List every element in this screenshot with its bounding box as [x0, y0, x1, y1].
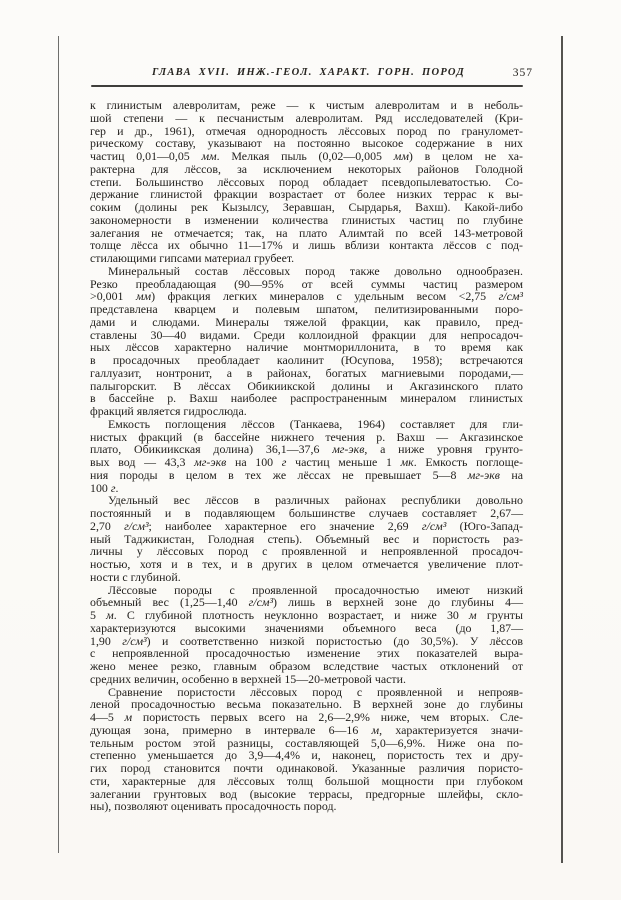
running-head	[90, 67, 533, 81]
text-line: галлуазит, нонтронит, а в районах, богатых магниевыми породами,—	[90, 365, 523, 380]
text-line: фракций является гидрослюда.	[90, 404, 247, 418]
unit-italic: м	[469, 608, 477, 622]
unit-italic: мм	[135, 289, 152, 304]
text-line: в бассейне р. Вахш наиболее распространенным минералом глинистых	[90, 391, 523, 406]
text-line: личны у лёссовых пород с проявленной и непроявленной просадоч-	[90, 544, 523, 559]
unit-italic: мк	[400, 455, 414, 469]
text-line: стилающими гипсами материал грубеет.	[90, 251, 295, 265]
unit-italic: г/см³	[421, 518, 447, 533]
unit-italic: мм	[393, 149, 409, 163]
text-line: в просадочных преобладает каолинит (Юсупова, 1958); встречаются	[90, 353, 523, 367]
unit-italic: мг-экв	[467, 467, 500, 482]
text-line: толще лёсса их обычно 11—17% и лишь вблизи контакта лёссов с под-	[90, 238, 523, 253]
text-line: рактерна для лёссов, за исключением некоторых районов Голодной	[90, 161, 523, 176]
text-line: 100 г.	[90, 480, 119, 495]
text-line: залегании грунтовых вод (высокие террасы, предгорные шлейфы, скло-	[90, 786, 523, 801]
paragraph	[90, 418, 523, 495]
unit-italic: г/см³	[124, 518, 149, 533]
text-line: 5 м. С глубиной плотность неуклонно возрастает, и ниже 30 м грунты	[90, 608, 523, 622]
unit-italic: г/см³	[122, 633, 147, 648]
text-line: шой степени — к песчанистым алевролитам. Ряд исследователей (Кри-	[90, 110, 523, 125]
text-line: к глинистым алевролитам, реже — к чистым алевролитам и в неболь-	[90, 98, 523, 112]
text-line: 1,90 г/см³) и соответственно низкой пористостью (до 30,5%). У лёссов	[90, 633, 523, 648]
text-line: Минеральный состав лёссовых пород также довольно однообразен.	[108, 263, 523, 278]
unit-italic: мг-экв	[332, 442, 365, 457]
unit-italic: г/см³	[498, 289, 523, 304]
paragraph	[90, 494, 523, 583]
text-line: Емкость поглощения лёссов (Танкаева, 1964) составляет для гли-	[108, 416, 523, 431]
text-line: Лёссовые породы с проявленной просадочностью имеют низкий	[108, 582, 523, 597]
body-text	[90, 99, 523, 813]
left-page-edge-line	[58, 36, 59, 853]
text-line: ставлены 30—40 видами. Среди коллоидной фракции для непросадоч-	[90, 327, 523, 342]
paragraph	[90, 584, 523, 686]
text-line: сти, характерные для лёссовых толщ большой мощности при глубоком	[90, 773, 523, 788]
text-line: леной просадочностью весьма показательно. В верхней зоне до глубины	[90, 697, 523, 712]
paragraph	[90, 99, 523, 265]
text-line: держание глинистой фракции возрастает от более низких террас к вы-	[90, 187, 523, 202]
page-number: 357	[512, 67, 533, 79]
unit-italic: м	[371, 722, 380, 737]
unit-italic: мг-экв	[194, 455, 227, 469]
text-line: Удельный вес лёссов в различных районах республики довольно	[108, 493, 523, 508]
right-page-edge-line	[561, 36, 563, 863]
text-line: Сравнение пористости лёссовых пород с проявленной и непрояв-	[108, 684, 523, 699]
text-line: представлена кварцем и полевым шпатом, пелитизированными поро-	[90, 302, 523, 316]
unit-italic: г	[281, 455, 287, 469]
text-line: объемный вес (1,25—1,40 г/см³) лишь в верхней зоне до глубины 4—	[90, 595, 523, 610]
text-line: ностью, хотя и в тех, и в других в целом отмечается увеличение плот-	[90, 557, 523, 571]
text-line: палыгорскит. В лёссах Обикиикской долины и Акгазинского плато	[90, 378, 523, 393]
text-line: степенно уменьшается до 3,9—4,4% и, наконец, пористость тех и дру-	[90, 748, 523, 763]
text-line: ния породы в целом в тех же лёссах не превышает 5—8 мг-экв на	[90, 467, 523, 482]
text-line: гер и др., 1961), отмечая однородность лёссовых пород по грануломет-	[90, 123, 523, 138]
text-line: частиц 0,01—0,05 мм. Мелкая пыль (0,02—0,005 мм) в целом не ха-	[90, 149, 523, 163]
paragraph	[90, 265, 523, 418]
unit-italic: м	[124, 710, 133, 724]
text-line: жено менее резко, главным образом вследствие частых отклонений от	[90, 659, 523, 673]
text-line: характеризуются высокими значениями объемного веса (до 1,87—	[90, 620, 523, 635]
text-line: залегания не отмечается; так, на плато Алимтай по всей 143-метровой	[90, 225, 523, 240]
text-line: средних величин, особенно в верхней 15—20-метровой части.	[90, 671, 406, 686]
text-line: рическому составу, указывают на постоянно высокое содержание в них	[90, 136, 523, 151]
text-line: закономерности в изменении количества глинистых частиц по глубине	[90, 212, 523, 227]
unit-italic: м	[106, 608, 114, 622]
text-line: >0,001 мм) фракция легких минералов с удельным весом <2,75 г/см³	[90, 289, 523, 304]
text-line: нистых фракций (в бассейне нижнего течения р. Вахш — Акгазинское	[90, 429, 523, 444]
text-line: дами и слюдами. Минералы тяжелой фракции, как правило, пред-	[90, 314, 523, 329]
text-line: постоянный и в подавляющем большинстве случаев составляет 2,67—	[90, 506, 523, 520]
text-line: гих пород становится почти одинаковой. Указанные различия пористо-	[90, 761, 523, 775]
unit-italic: мм	[201, 149, 217, 163]
text-line: соким (долины рек Кызылсу, Зеравшан, Сырдарья, Вахш). Какой-либо	[90, 200, 523, 214]
unit-italic: г/см³	[248, 595, 274, 610]
header-rule	[91, 85, 523, 87]
text-line: Резко преобладающая (90—95% от всей суммы частиц размером	[90, 276, 523, 291]
text-line: с непроявленной просадочностью изменение этих показателей выра-	[90, 646, 523, 661]
unit-italic: г	[110, 480, 116, 495]
text-line: степи. Большинство лёссовых пород обладает псевдопылеватостью. Со-	[90, 174, 523, 189]
text-line: плато, Обикиикская долина) 36,1—37,6 мг-экв, а ниже уровня грунто-	[90, 442, 523, 457]
text-line: 4—5 м пористость первых всего на 2,6—2,9% ниже, чем вторых. Сле-	[90, 710, 523, 724]
text-line: ный Таджикистан, Голодная степь). Объемный вес и пористость раз-	[90, 531, 523, 546]
text-line: вых вод — 43,3 мг-экв на 100 г частиц меньше 1 мк. Емкость поглоще-	[90, 455, 523, 469]
text-line: ных лёссов характерно наличие монтмориллонита, в то время как	[90, 340, 523, 355]
paragraph	[90, 686, 523, 814]
text-line: 2,70 г/см³; наиболее характерное его значение 2,69 г/см³ (Юго-Запад-	[90, 518, 524, 533]
text-line: тельным ростом этой разницы, составляющей 5,0—6,9%. Ниже она по-	[90, 735, 523, 750]
chapter-title: ГЛАВА XVII. ИНЖ.-ГЕОЛ. ХАРАКТ. ГОРН. ПОРОД	[151, 67, 466, 78]
text-line: ны), позволяют оценивать просадочность пород.	[90, 799, 337, 814]
text-line: ности с глубиной.	[90, 569, 181, 584]
text-line: дующая зона, примерно в интервале 6—16 м, характеризуется значи-	[90, 722, 523, 737]
